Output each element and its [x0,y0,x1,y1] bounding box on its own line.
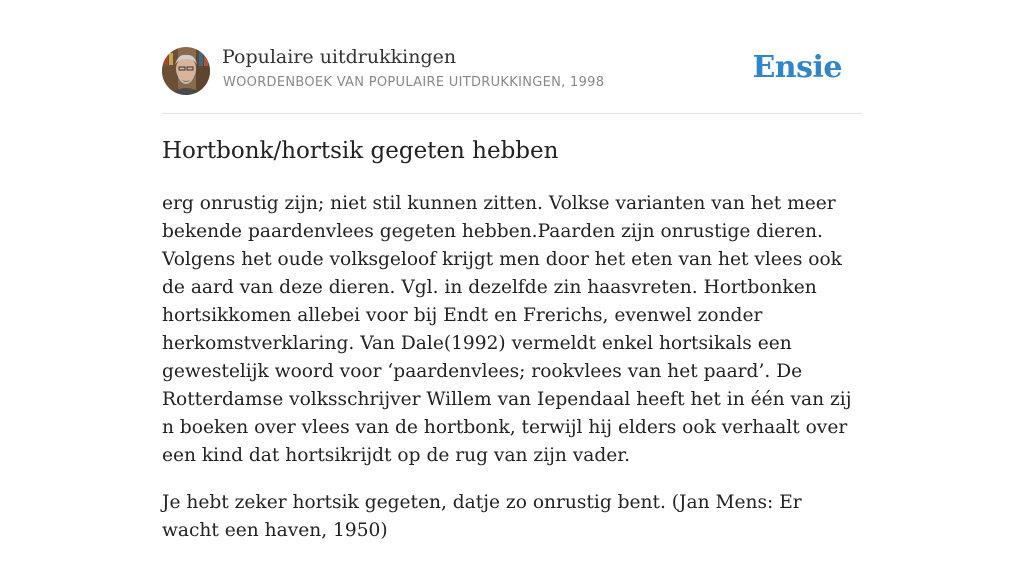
source-header [162,0,862,114]
entry-card [162,0,862,541]
source-subtitle: WOORDENBOEK VAN POPULAIRE UITDRUKKINGEN, 1998 [223,75,605,90]
definition-paragraph: erg onrustig zijn; niet stil kunnen zitten. Volkse varianten van het meer bekende paardenvlees gegeten hebben.Paarden zijn onrustige dieren. Volgens het oude volksgeloof krijgt men door het eten van het vlees ook de aard van deze dieren. Vgl. in dezelfde zin haasvreten. Hortbonken hortsikkomen allebei voor bij Endt en Frerichs, evenwel zonder herkomstverklaring. Van Dale(1992) vermeldt enkel hortsikals een gewestelijk woord voor ‘paardenvlees; rookvlees van het paard’. De Rotterdamse volksschrijver Willem van Iependaal heeft het in één van zij n boeken over vlees van de hortbonk, terwijl hij elders ook verhaalt over een kind dat hortsikrijdt op de rug van zijn vader. [162,193,852,466]
source-title[interactable]: Populaire uitdrukkingen [222,46,457,68]
entry-body [162,190,862,564]
ensie-logo[interactable]: Ensie [752,50,842,85]
entry-title: Hortbonk/hortsik gegeten hebben [162,138,559,164]
example-paragraph: Je hebt zeker hortsik gegeten, datje zo onrustig bent. (Jan Mens: Er wacht een haven, 1950) [162,492,802,541]
avatar-portrait-icon [162,47,210,95]
author-avatar[interactable] [162,47,210,95]
